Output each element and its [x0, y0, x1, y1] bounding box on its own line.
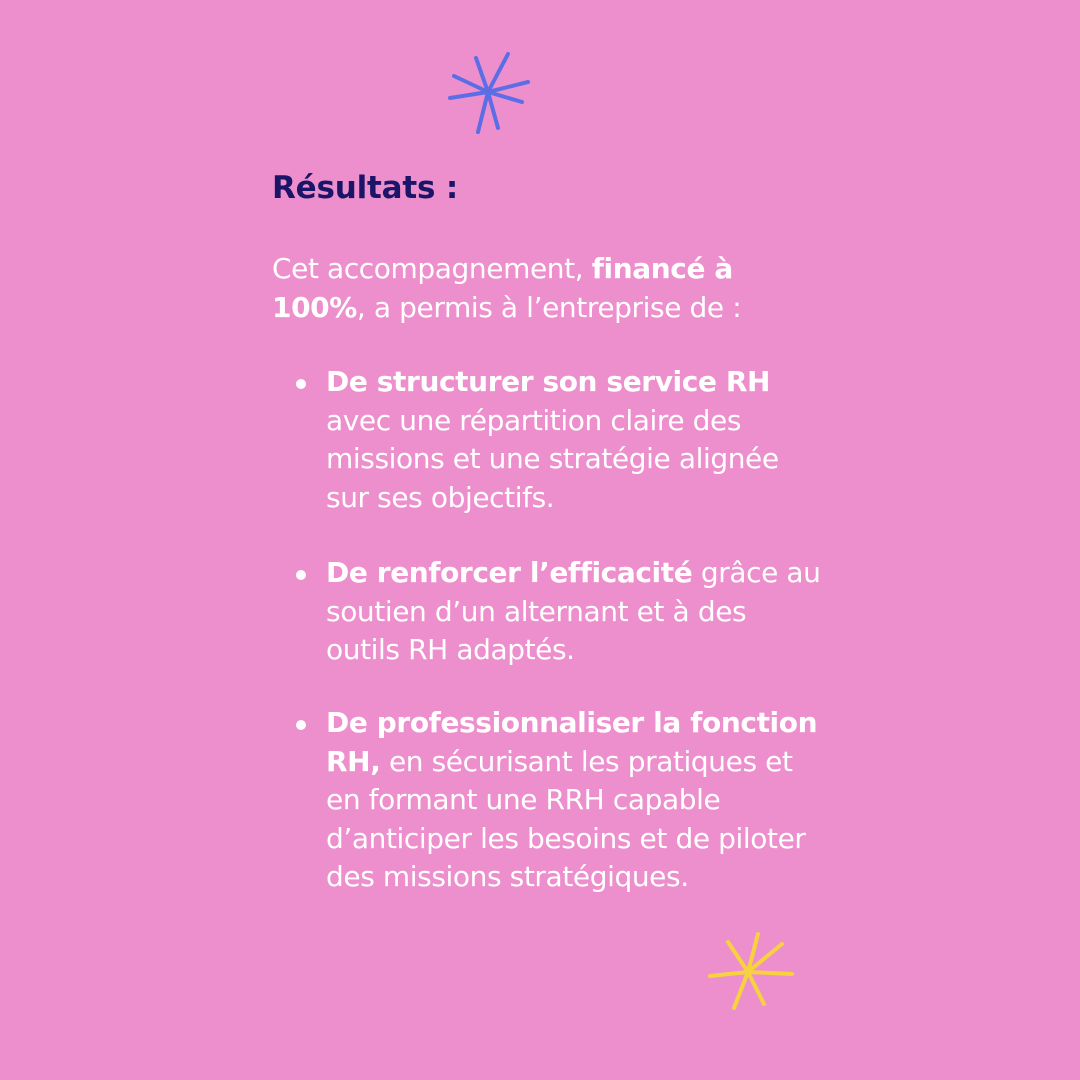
list-item-rest: grâce au soutien d’un alternant et à des outils RH adaptés.	[326, 556, 821, 666]
intro-paragraph	[272, 250, 812, 327]
page-title: Résultats :	[272, 170, 459, 206]
list-item-bold: De renforcer l’efficacité	[326, 556, 693, 589]
intro-text-bold: financé à 100%	[272, 252, 733, 324]
intro-text-after: , a permis à l’entreprise de :	[356, 290, 742, 324]
list-item-rest: avec une répartition claire des missions et une stratégie alignée sur ses objectifs.	[326, 403, 779, 514]
list-item-bold: De structurer son service RH	[326, 365, 771, 398]
list-item-bold: De professionnaliser la fonction RH,	[326, 706, 818, 778]
bullet-dot	[296, 720, 306, 730]
bullet-dot	[296, 379, 306, 389]
list-item-text	[326, 704, 826, 897]
sparkle-icon-top	[440, 48, 536, 138]
bullet-dot	[296, 570, 306, 580]
list-item-text	[326, 554, 826, 670]
intro-text-before: Cet accompagnement,	[272, 252, 592, 285]
list-item-rest: en sécurisant les pratiques et en formant une RRH capable d’anticiper les besoins et de piloter des missions stratégiques.	[326, 744, 806, 893]
sparkle-icon-bottom	[702, 928, 798, 1016]
list-item-text	[326, 363, 826, 517]
